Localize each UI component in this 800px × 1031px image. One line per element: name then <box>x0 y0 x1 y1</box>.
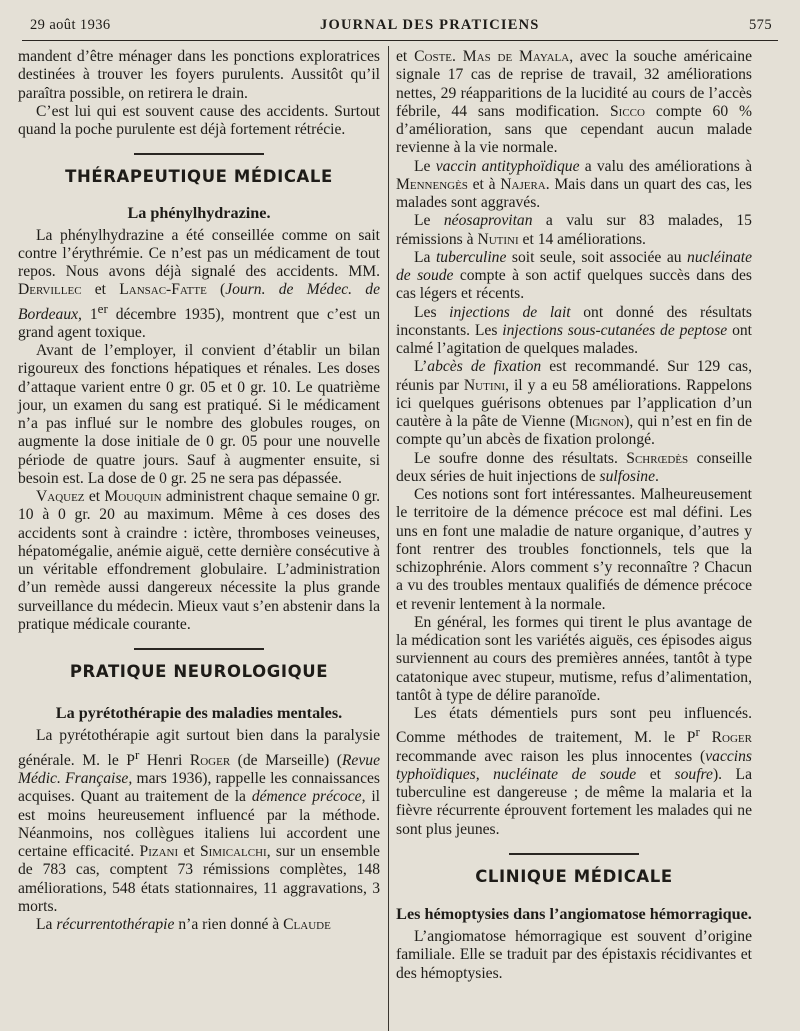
column-divider <box>388 46 389 1031</box>
paragraph: Le néosaprovitan a valu sur 83 malades, 15 rémissions à Nutini et 14 améliorations. <box>396 212 752 248</box>
author-name: Mennengès <box>396 175 468 193</box>
paragraph: En général, les formes qui tirent le plus avantage de la médication sont les variétés aiguës, ces épisodes aigus surviennent au cours des premières années, tantôt à type catatonique avec stupeur, mutisme, refus d’alimentation, tantôt à type de délire paranoïde. <box>396 613 752 704</box>
paragraph: La phénylhydrazine a été conseillée comme on sait contre l’érythrémie. Ce n’est pas un médicament de tout repos. Nous avons déjà signalé des accidents. MM. Dervillec et Lansac-Fatte (Journ. de Médec. de Bordeaux, 1er décembre 1935), montrent que c’est un grand agent toxique. <box>18 226 380 341</box>
paragraph: Ces notions sont fort intéressantes. Malheureusement le territoire de la démence précoce est mal défini. Les uns en font une maladie de nature organique, d’autres y font rentrer des troubles fonctionnels, tels que la schizophrénie. Alors comment s’y reconnaître ? Chacun a vu des troubles mentaux qualifiés de démence précoce et revenir lentement à la normale. <box>396 486 752 613</box>
section-separator <box>134 648 264 650</box>
right-column <box>396 48 752 983</box>
header-page-number: 575 <box>749 16 772 33</box>
author-name: Nutini <box>463 376 506 394</box>
paragraph: mandent d’être ménager dans les ponctions exploratrices destinées à trouver les foyers purulents. Aussitôt qu’il paraîtra possible, on retirera le drain. <box>18 48 380 102</box>
paragraph: La récurrentothérapie n’a rien donné à Claude <box>36 916 331 934</box>
paragraph: L’angiomatose hémorragique est souvent d’origine familiale. Elle se traduit par des épistaxis récidivantes et des hémoptysies. <box>396 928 752 982</box>
paragraph: L’abcès de fixation est recommandé. Sur 129 cas, réunis par Nutini, il y a eu 58 améliorations. Rappelons ici quelques guérisons obtenues par l’application d’un cautère à la pâte de Vienne (Mignon), qui n’est en fin de compte qu’un abcès de fixation prolongé. <box>396 358 752 449</box>
paragraph: Le vaccin antityphoïdique a valu des améliorations à Mennengès et à Najera. Mais dans un quart des cas, les malades sont aggravés. <box>396 157 753 211</box>
author-name: Coste <box>414 48 453 65</box>
left-column <box>18 48 380 934</box>
section-separator <box>509 853 639 855</box>
header-rule <box>22 40 778 41</box>
author-name: Mouquin <box>104 488 162 506</box>
citation: Revue Médic. Française, <box>18 751 380 788</box>
section-title: PRATIQUE NEUROLOGIQUE <box>69 662 329 682</box>
section-title: THÉRAPEUTIQUE MÉDICALE <box>65 167 333 187</box>
author-name: Simicalchi <box>199 843 267 861</box>
paragraph: La pyrétothérapie agit surtout bien dans la paralysie générale. M. le $P^r$ Henri Roger (de Marseille) (Revue Médic. Française, mars 1936), rappelle les connaissances acquises. Quant au traitement de la démence précoce, il est moins heureusement influencé par la méthode. Néanmoins, nos collègues italiens lui accordent une certaine efficacité. Pizani et Simicalchi, sur un ensemble de 783 cas, comptent 73 rémissions complètes, 148 améliorations, 548 états stationnaires, 11 aggravations, 3 morts. <box>18 727 380 915</box>
paragraph: Le soufre donne des résultats. Schrœdès conseille deux séries de huit injections de sulfosine. <box>396 449 753 485</box>
author-name: Schrœdès <box>626 449 689 467</box>
author-name: Mignon <box>574 413 625 430</box>
section-separator <box>134 153 264 155</box>
running-header <box>30 12 772 38</box>
section-title: CLINIQUE MÉDICALE <box>475 866 673 886</box>
paragraph: C’est lui qui est souvent cause des accidents. Surtout quand la poche purulente est déjà fortement rétrécie. <box>18 102 380 138</box>
paragraph: et Coste. Mas de Mayala, avec la souche américaine signale 17 cas de reprise de travail, 32 améliorations nettes, 29 réapparitions de la lucidité au cours de l’accès fébrile, 44 sans modification. Sicco compte 60 % d’amélioration, sans que cependant aucun malade revienne à la vie normale. <box>396 48 752 157</box>
paragraph: Vaquez et Mouquin administrent chaque semaine 0 gr. 10 à 0 gr. 20 au maximum. Même à ces doses des accidents sont à craindre : ictère, thromboses veineuses, hépatomégalie, anémie aiguë, cette dernière consécutive à un véritable effondrement globulaire. L’administration d’un remède aussi dangereux nécessite la plus grande surveillance du médecin. Mieux vaut s’en abstenir dans la pratique médicale courante. <box>18 488 380 633</box>
author-name: Nutini <box>477 230 519 248</box>
header-journal-title: JOURNAL DES PRATICIENS <box>320 16 540 33</box>
author-name: Roger <box>711 729 752 747</box>
paragraph: Les états démentiels purs sont peu influencés. Comme méthodes de traitement, M. le $P^r$ Roger recommande avec raison les plus innocentes (vaccins typhoïdiques, nucléinate de soude et soufre). La tuberculine est dangereuse ; de même la malaria et la fièvre récurrente éprouvent fortement les malades qui ne sont plus jeunes. <box>396 705 752 838</box>
article-title: Les hémoptysies dans l’angiomatose hémorragique. <box>396 905 752 924</box>
author-name: Vaquez <box>36 488 85 506</box>
author-name: Claude <box>283 916 331 934</box>
author-name: Najera <box>500 175 546 193</box>
article-title: La pyrétothérapie des maladies mentales. <box>55 704 343 723</box>
header-date: 29 août 1936 <box>30 16 111 33</box>
article-title: La phénylhydrazine. <box>127 203 271 222</box>
paragraph: Les injections de lait ont donné des résultats inconstants. Les injections sous-cutanées de peptose ont calmé l’agitation de quelques malades. <box>396 303 752 357</box>
author-name: Mas de Mayala <box>462 48 570 65</box>
author-name: Dervillec <box>18 281 82 299</box>
author-name: Pizani <box>139 843 179 861</box>
author-name: Sicco <box>610 102 645 120</box>
paragraph: La tuberculine soit seule, soit associée au nucléinate de soude compte à son actif quelques succès dans des cas légers et récents. <box>396 248 753 303</box>
citation: Journ. de Médec. de Bordeaux, <box>18 281 380 323</box>
author-name: Lansac-Fatte <box>119 281 207 299</box>
author-name: Roger <box>189 751 231 769</box>
paragraph: Avant de l’employer, il convient d’établir un bilan rigoureux des fonctions hépatiques et rénales. Les doses d’attaque varient entre 0 gr. 05 et 0 gr. 10. Le quatrième jour, un examen du sang est pratiqué. Si le médicament n’a pas influé sur le nombre des globules rouges, on augmente la dose initiale de 0 gr. 05 pour une nouvelle période de quatre jours. Sauf à augmenter ensuite, si besoin est. La dose de 0 gr. 25 ne sera pas dépassée. <box>18 342 380 487</box>
